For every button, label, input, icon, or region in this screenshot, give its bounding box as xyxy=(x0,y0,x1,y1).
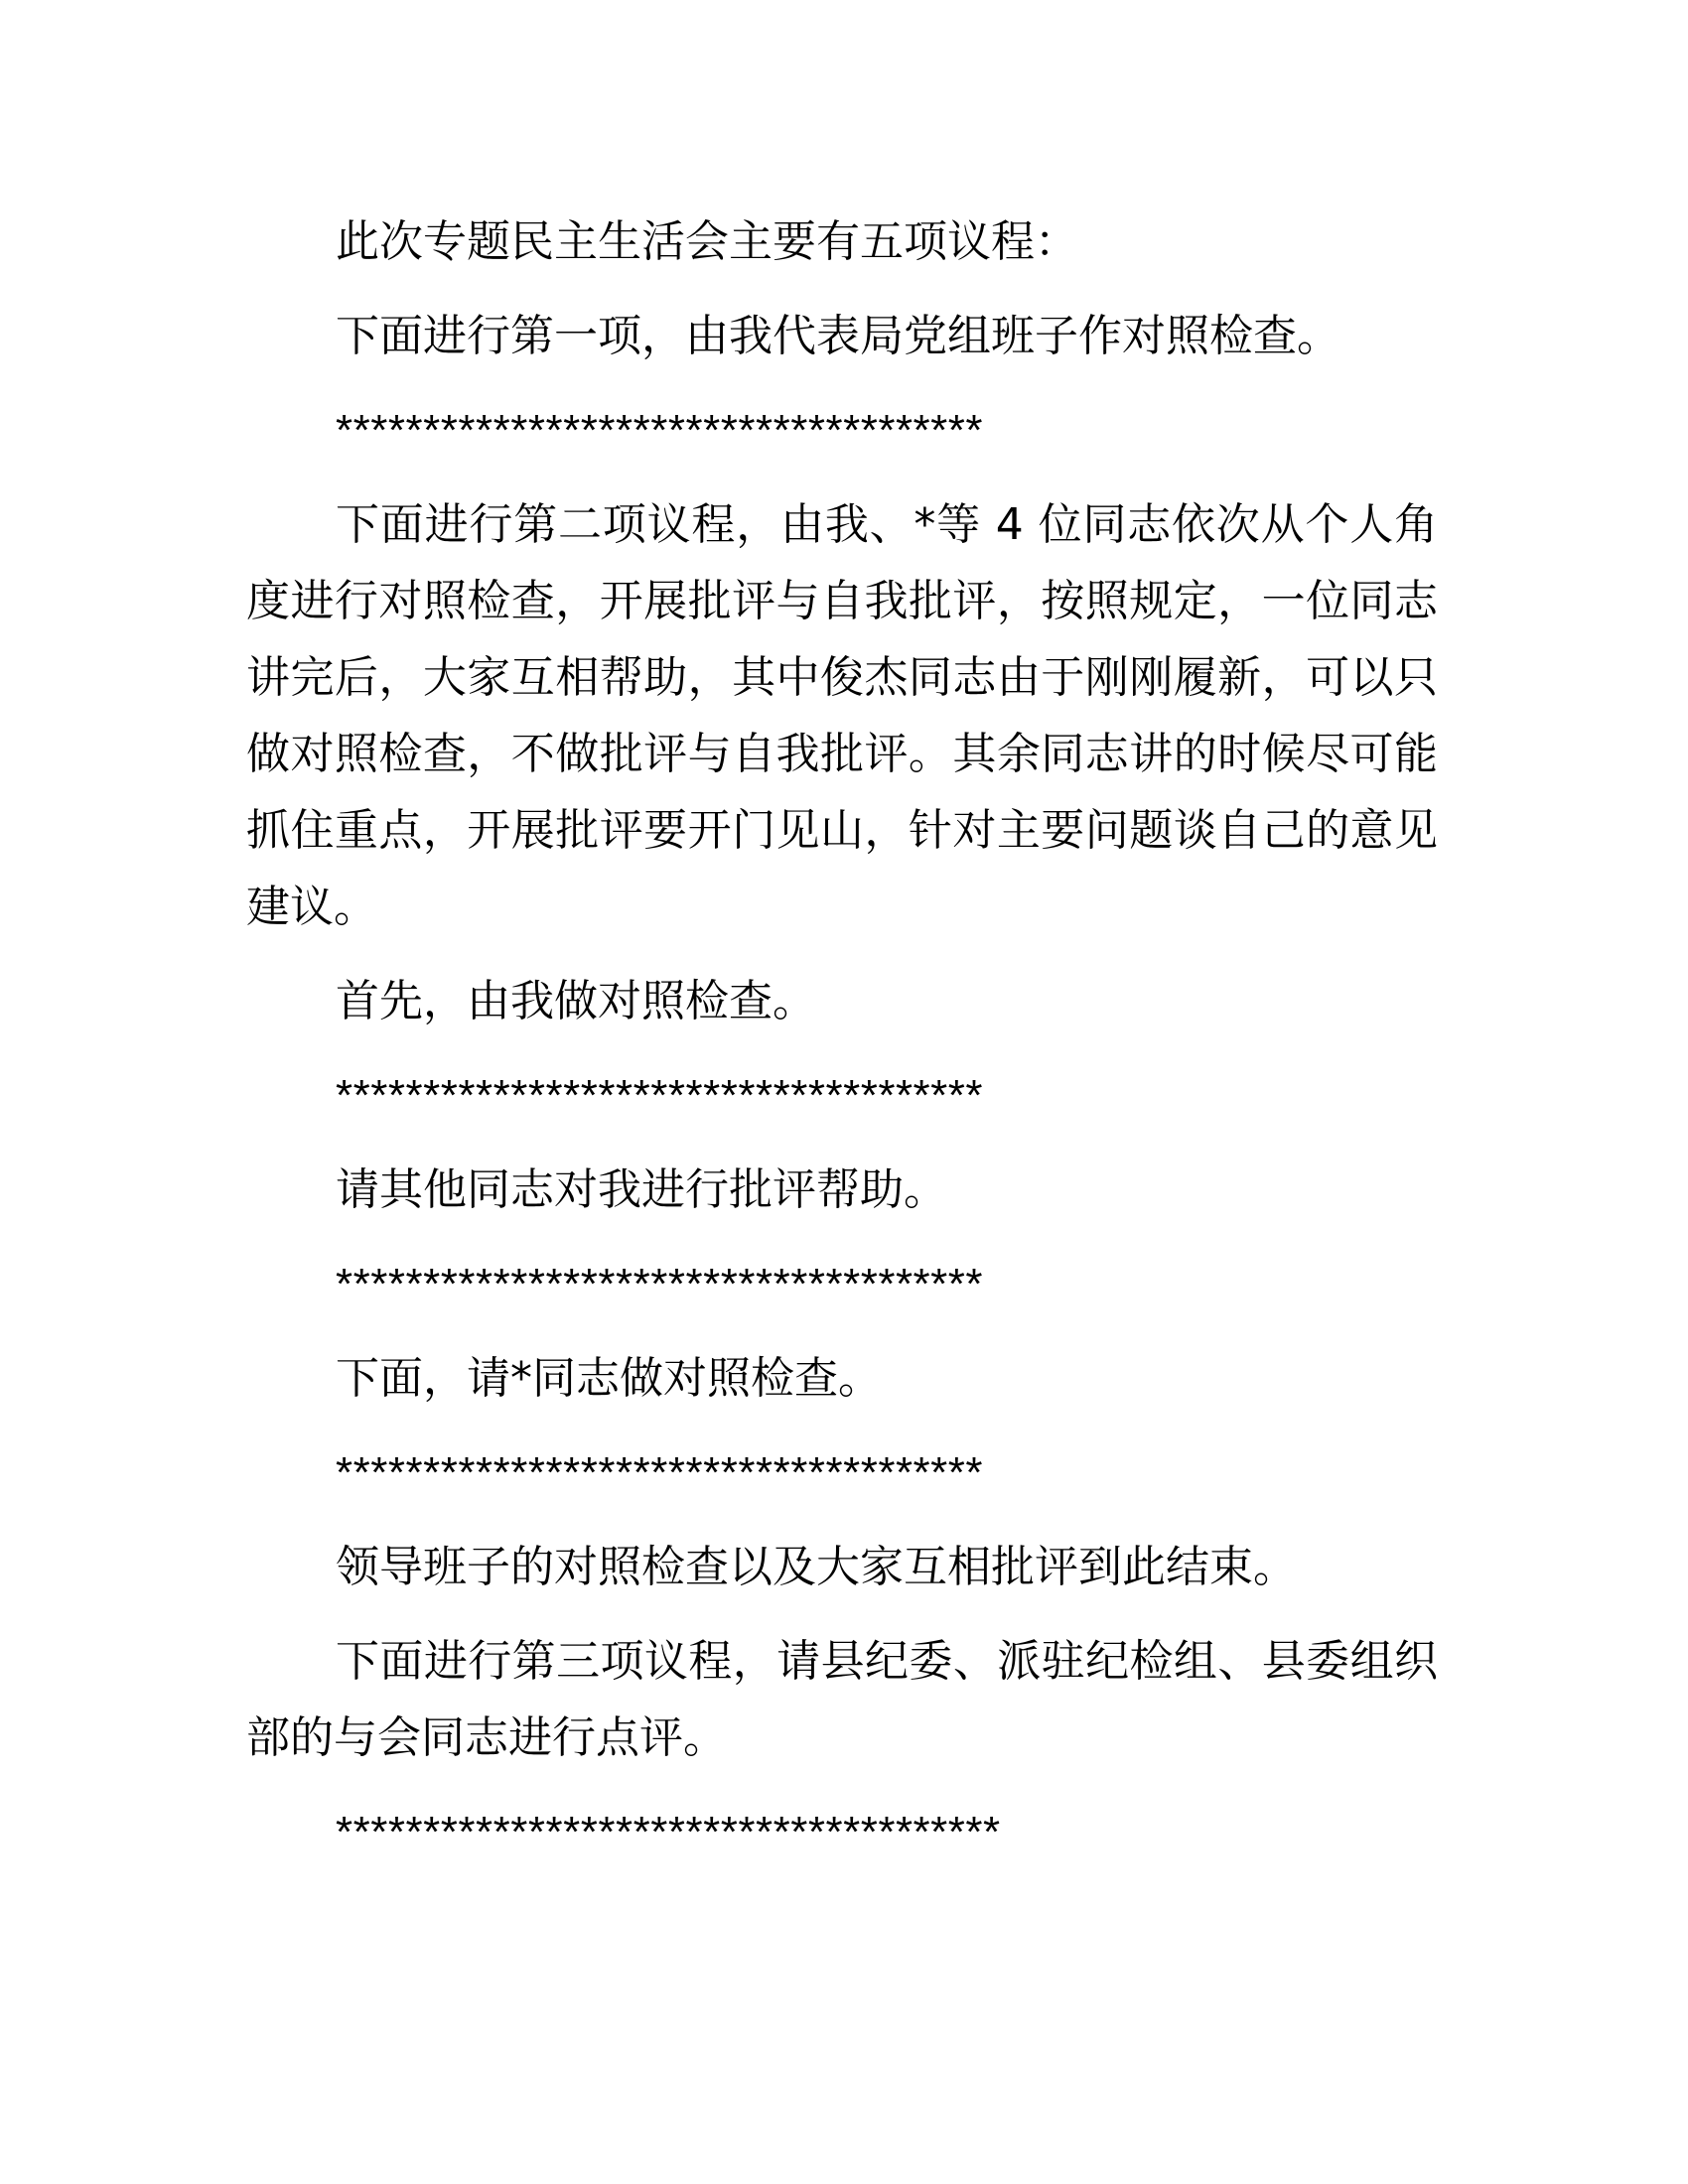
review-conclusion: 领导班子的对照检查以及大家互相批评到此结束。 xyxy=(336,1542,1297,1592)
placeholder-stars: ************************************* xyxy=(336,1071,984,1120)
placeholder-stars: ************************************* xyxy=(336,1260,984,1308)
self-review-intro: 首先，由我做对照检查。 xyxy=(336,976,816,1026)
placeholder-stars: ************************************* xyxy=(336,406,984,455)
agenda-item-three: 下面进行第三项议程，请县纪委、派驻纪检组、县委组织部的与会同志进行点评。 xyxy=(246,1636,1438,1763)
agenda-item-one: 下面进行第一项，由我代表局党组班子作对照检查。 xyxy=(336,311,1340,361)
criticism-request: 请其他同志对我进行批评帮助。 xyxy=(336,1164,947,1215)
agenda-intro: 此次专题民主生活会主要有五项议程： xyxy=(336,216,1078,267)
document-body xyxy=(246,204,1438,1888)
placeholder-stars: ************************************** xyxy=(336,1808,1001,1856)
agenda-item-two: 下面进行第二项议程，由我、*等 4 位同志依次从个人角度进行对照检查，开展批评与自我批评，按照规定，一位同志讲完后，大家互相帮助，其中俊杰同志由于刚刚履新，可以只做对照检查，不做批评与自我批评。其余同志讲的时候尽可能抓住重点，开展批评要开门见山，针对主要问题谈自己的意见建议。 xyxy=(246,499,1438,932)
next-speaker: 下面，请*同志做对照检查。 xyxy=(336,1353,882,1404)
placeholder-stars: ************************************* xyxy=(336,1448,984,1497)
